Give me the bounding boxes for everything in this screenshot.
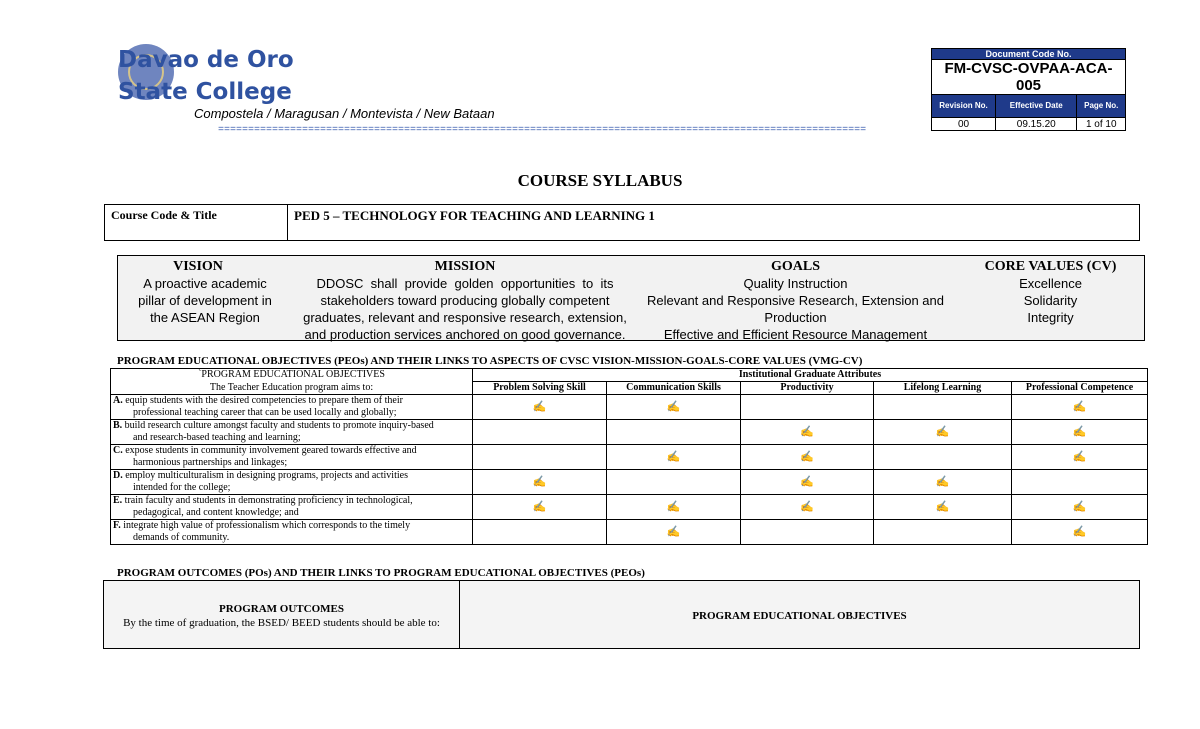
- peo-objective-cell: [111, 445, 473, 470]
- attribute-check-cell: ✍: [741, 470, 874, 495]
- graduate-attributes-header: Institutional Graduate Attributes: [473, 369, 1148, 382]
- attribute-check-cell: ✍: [473, 495, 607, 520]
- peo-row: [111, 395, 1148, 420]
- peo-row: [111, 495, 1148, 520]
- page-value: 1 of 10: [1077, 118, 1126, 131]
- attribute-check-cell: ✍: [607, 395, 741, 420]
- peo-text: employ multiculturalism in designing programs, projects and activities: [122, 470, 408, 481]
- mission-line: and production services anchored on good governance.: [304, 327, 626, 342]
- column-header: Communication Skills: [607, 382, 741, 395]
- course-code-table: [104, 204, 1140, 241]
- attribute-check-cell: [741, 395, 874, 420]
- campus-list: Compostela / Maragusan / Montevista / New Bataan: [194, 106, 495, 121]
- mission-line: stakeholders toward producing globally competent: [320, 293, 610, 308]
- doc-code-value: FM-CVSC-OVPAA-ACA-005: [932, 60, 1126, 95]
- column-header: Professional Competence: [1012, 382, 1148, 395]
- goals-line: Relevant and Responsive Research, Extension and: [646, 293, 944, 308]
- peo-text-cont: professional teaching career that can be used locally and globally;: [133, 407, 397, 418]
- po-table: [103, 580, 1140, 649]
- mission-line: graduates, relevant and responsive research, extension,: [303, 310, 627, 325]
- core-value-item: Solidarity: [1023, 293, 1078, 308]
- attribute-check-cell: ✍: [607, 495, 741, 520]
- mission-line: DDOSC shall provide golden opportunities to its: [316, 276, 614, 291]
- effective-date-label: Effective Date: [996, 95, 1077, 118]
- peo-subheader: The Teacher Education program aims to:: [111, 382, 473, 395]
- attribute-check-cell: [874, 520, 1012, 545]
- attribute-check-cell: [1012, 470, 1148, 495]
- column-header: Productivity: [741, 382, 874, 395]
- mission-column: [300, 258, 630, 343]
- attribute-check-cell: ✍: [473, 470, 607, 495]
- goals-column: [643, 258, 948, 343]
- peo-text-cont: harmonious partnerships and linkages;: [133, 457, 288, 468]
- peo-text-cont: demands of community.: [133, 532, 230, 543]
- course-code-label: Course Code & Title: [111, 208, 217, 222]
- revision-value: 00: [932, 118, 996, 131]
- course-code-value: PED 5 – TECHNOLOGY FOR TEACHING AND LEARNING 1: [294, 208, 655, 223]
- effective-date-value: 09.15.20: [996, 118, 1077, 131]
- peo-row: [111, 445, 1148, 470]
- vision-line: A proactive academic: [143, 276, 267, 291]
- peo-letter: B.: [113, 420, 123, 431]
- attribute-check-cell: [473, 520, 607, 545]
- page-label: Page No.: [1077, 95, 1126, 118]
- attribute-check-cell: ✍: [1012, 520, 1148, 545]
- peo-objective-cell: [111, 495, 473, 520]
- attribute-check-cell: ✍: [607, 520, 741, 545]
- vision-mission-goals-box: [117, 255, 1145, 341]
- peo-objective-cell: [111, 420, 473, 445]
- attribute-check-cell: [874, 395, 1012, 420]
- attribute-check-cell: ✍: [874, 495, 1012, 520]
- peo-text: build research culture amongst faculty and students to promote inquiry-based: [122, 420, 434, 431]
- peo-letter: E.: [113, 495, 123, 506]
- page-title: COURSE SYLLABUS: [517, 171, 683, 190]
- attribute-check-cell: ✍: [1012, 445, 1148, 470]
- po-subheader: By the time of graduation, the BSED/ BEED students should be able to:: [123, 617, 440, 629]
- core-value-item: Excellence: [1019, 276, 1082, 291]
- peo-text: integrate high value of professionalism which corresponds to the timely: [120, 520, 411, 531]
- document-code-box: [931, 48, 1126, 131]
- attribute-check-cell: ✍: [473, 395, 607, 420]
- peo-text: expose students in community involvement geared towards effective and: [122, 445, 417, 456]
- po-section-title: PROGRAM OUTCOMES (POs) AND THEIR LINKS TO PROGRAM EDUCATIONAL OBJECTIVES (PEOs): [117, 567, 645, 579]
- attribute-check-cell: ✍: [874, 470, 1012, 495]
- column-header: Lifelong Learning: [874, 382, 1012, 395]
- peo-row: [111, 420, 1148, 445]
- peo-text-cont: pedagogical, and content knowledge; and: [133, 507, 299, 518]
- core-values-column: [968, 258, 1133, 326]
- attribute-check-cell: ✍: [741, 420, 874, 445]
- peo-letter: F.: [113, 520, 121, 531]
- attribute-check-cell: ✍: [607, 445, 741, 470]
- po-left-cell: [104, 581, 460, 648]
- attribute-check-cell: ✍: [874, 420, 1012, 445]
- core-values-heading: CORE VALUES (CV): [984, 259, 1117, 274]
- peo-row: [111, 470, 1148, 495]
- attribute-check-cell: ✍: [741, 445, 874, 470]
- peo-objective-cell: [111, 395, 473, 420]
- vision-column: [128, 258, 288, 326]
- header-divider: ============================================================================================================: [218, 126, 867, 136]
- doc-code-title: Document Code No.: [932, 49, 1126, 60]
- peo-text: train faculty and students in demonstrating proficiency in technological,: [122, 495, 413, 506]
- attribute-check-cell: [473, 420, 607, 445]
- po-header: PROGRAM OUTCOMES: [219, 603, 344, 615]
- attribute-check-cell: [741, 520, 874, 545]
- attribute-check-cell: ✍: [1012, 395, 1148, 420]
- goals-line: Production: [764, 310, 827, 325]
- peo-header-cell: `PROGRAM EDUCATIONAL OBJECTIVES: [111, 369, 473, 382]
- po-right-cell: [460, 581, 1139, 648]
- peo-row: [111, 520, 1148, 545]
- peo-letter: D.: [113, 470, 123, 481]
- peo-table: [110, 368, 1148, 545]
- peo-letter: A.: [113, 395, 123, 406]
- attribute-check-cell: [874, 445, 1012, 470]
- peo-text-cont: and research-based teaching and learning;: [133, 432, 301, 443]
- attribute-check-cell: [607, 420, 741, 445]
- peo-objective-cell: [111, 470, 473, 495]
- core-value-item: Integrity: [1027, 310, 1074, 325]
- column-header: Problem Solving Skill: [473, 382, 607, 395]
- peo-letter: C.: [113, 445, 123, 456]
- peo-section-title: PROGRAM EDUCATIONAL OBJECTIVES (PEOs) AND THEIR LINKS TO ASPECTS OF CVSC VISION-MISSION-GOALS-CORE VALUES (VMG-CV): [117, 355, 863, 367]
- course-code-divider: [287, 205, 288, 240]
- attribute-check-cell: [607, 470, 741, 495]
- peo-text: equip students with the desired competencies to prepare them of their: [122, 395, 403, 406]
- attribute-check-cell: [473, 445, 607, 470]
- peo-objective-cell: [111, 520, 473, 545]
- attribute-check-cell: ✍: [741, 495, 874, 520]
- vision-heading: VISION: [173, 259, 223, 274]
- goals-line: Effective and Efficient Resource Management: [663, 327, 928, 342]
- attribute-check-cell: ✍: [1012, 420, 1148, 445]
- college-name: Davao de Oro State College: [118, 47, 294, 105]
- revision-label: Revision No.: [932, 95, 996, 118]
- peo-text-cont: intended for the college;: [133, 482, 231, 493]
- goals-heading: GOALS: [770, 259, 820, 274]
- vision-line: pillar of development in: [138, 293, 272, 308]
- attribute-check-cell: ✍: [1012, 495, 1148, 520]
- vision-line: the ASEAN Region: [150, 310, 260, 325]
- peo-header-right: PROGRAM EDUCATIONAL OBJECTIVES: [692, 610, 907, 622]
- goals-line: Quality Instruction: [743, 276, 848, 291]
- mission-heading: MISSION: [434, 259, 496, 274]
